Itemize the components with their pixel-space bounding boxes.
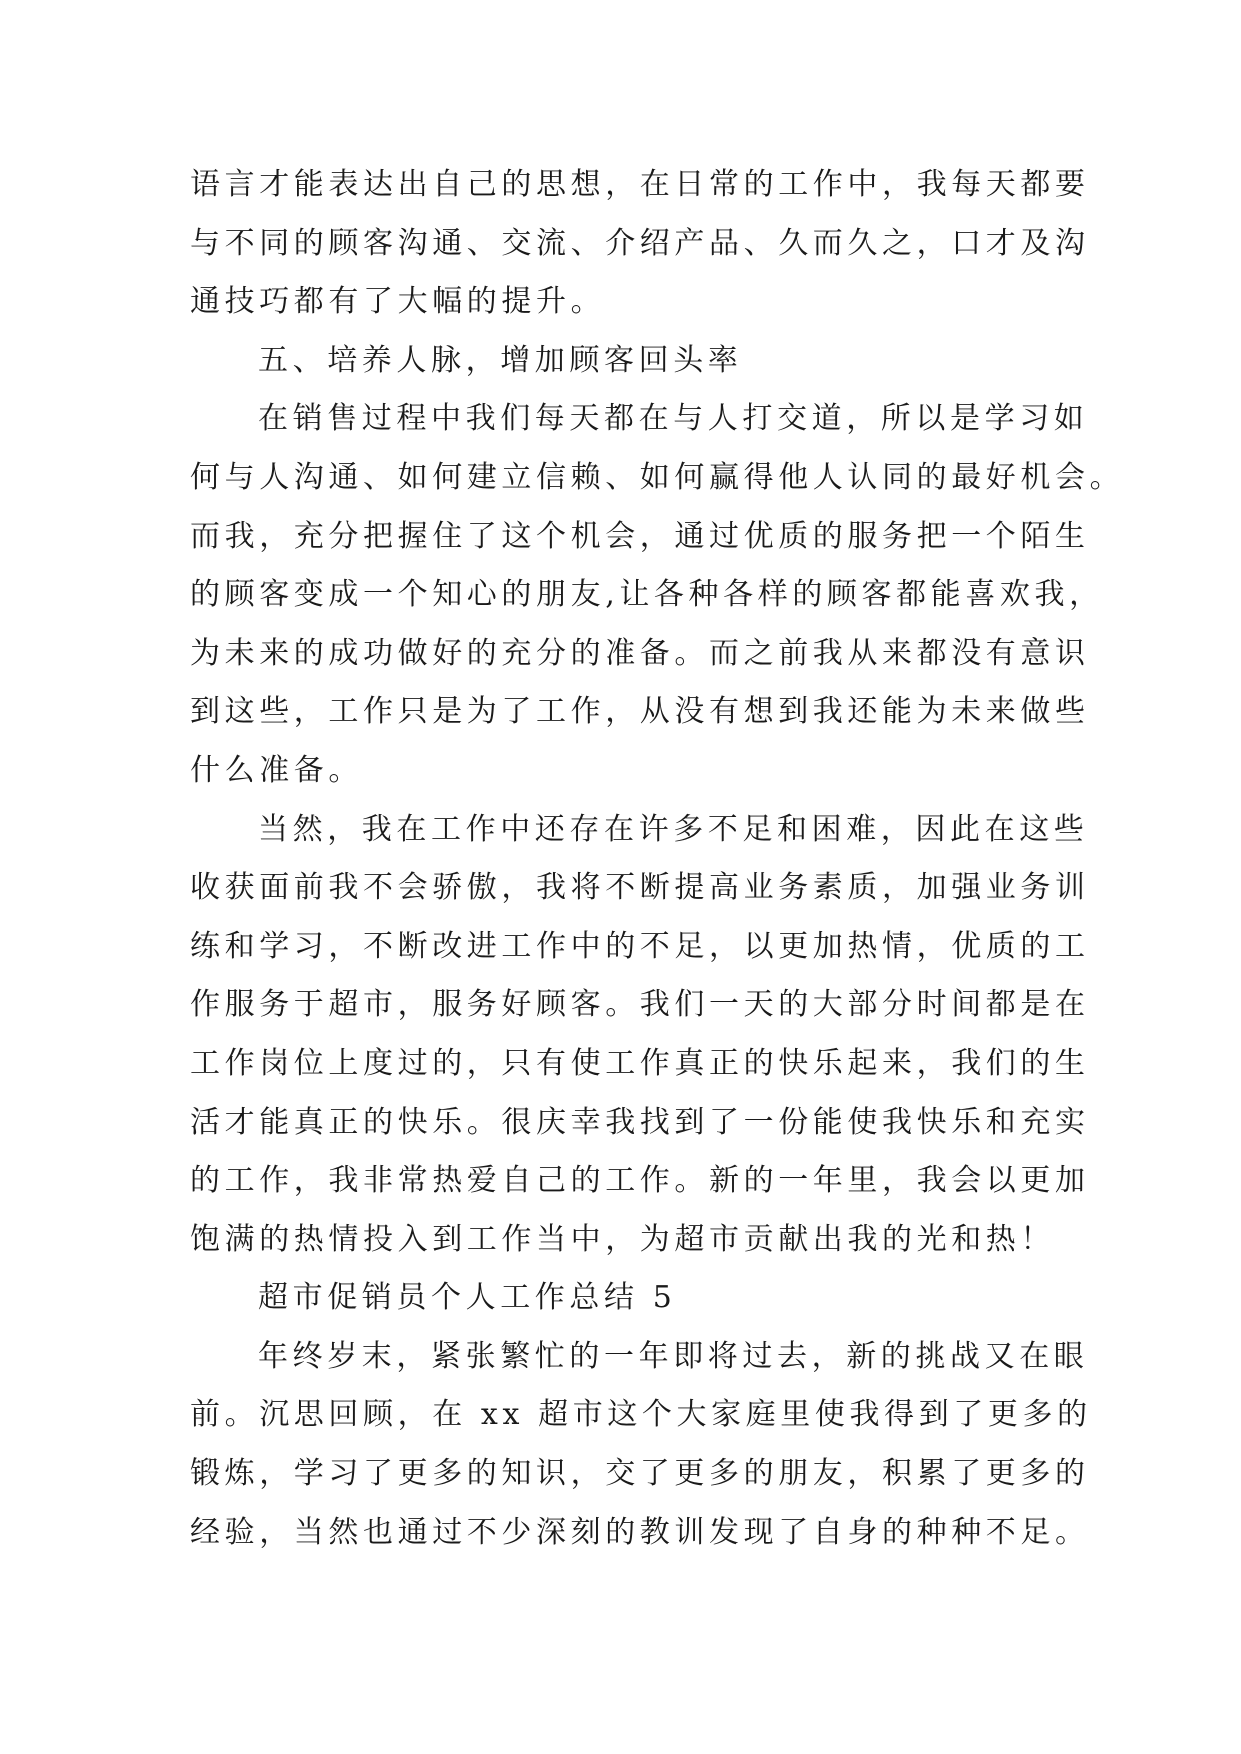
text-line: 何与人沟通、如何建立信赖、如何赢得他人认同的最好机会。: [190, 459, 1125, 495]
text-line: 工作岗位上度过的，只有使工作真正的快乐起来，我们的生: [190, 1045, 1090, 1081]
document-body: [190, 156, 1125, 1562]
text-line: 为未来的成功做好的充分的准备。而之前我从来都没有意识: [190, 635, 1090, 671]
text-line: 收获面前我不会骄傲，我将不断提高业务素质，加强业务训: [190, 870, 1090, 906]
text-line: 在销售过程中我们每天都在与人打交道，所以是学习如: [258, 401, 1089, 437]
text-line: 锻炼，学习了更多的知识，交了更多的朋友，积累了更多的: [190, 1456, 1090, 1492]
text-line: 语言才能表达出自己的思想，在日常的工作中，我每天都要: [190, 167, 1090, 202]
text-line: 前。沉思回顾，在 xx 超市这个大家庭里使我得到了更多的: [190, 1397, 1092, 1433]
text-line: 而我，充分把握住了这个机会，通过优质的服务把一个陌生: [190, 518, 1090, 554]
text-line: 经验，当然也通过不少深刻的教训发现了自身的种种不足。: [190, 1514, 1090, 1550]
text-line: 年终岁末，紧张繁忙的一年即将过去，新的挑战又在眼: [258, 1338, 1089, 1374]
text-line: 当然，我在工作中还存在许多不足和困难，因此在这些: [258, 811, 1089, 847]
text-line: 练和学习，不断改进工作中的不足，以更加热情，优质的工: [190, 928, 1090, 964]
section-heading: 超市促销员个人工作总结 5: [258, 1280, 677, 1316]
text-line: 与不同的顾客沟通、交流、介绍产品、久而久之，口才及沟: [190, 225, 1090, 261]
text-line: 的顾客变成一个知心的朋友,让各种各样的顾客都能喜欢我，: [190, 577, 1104, 613]
text-line: 到这些，工作只是为了工作，从没有想到我还能为未来做些: [190, 694, 1090, 730]
text-line: 饱满的热情投入到工作当中，为超市贡献出我的光和热！: [190, 1221, 1055, 1257]
section-heading: 五、培养人脉，增加顾客回头率: [258, 342, 743, 378]
text-line: 通技巧都有了大幅的提升。: [190, 284, 606, 320]
text-line: 的工作，我非常热爱自己的工作。新的一年里，我会以更加: [190, 1163, 1090, 1199]
text-line: 作服务于超市，服务好顾客。我们一天的大部分时间都是在: [190, 987, 1090, 1023]
text-line: 活才能真正的快乐。很庆幸我找到了一份能使我快乐和充实: [190, 1104, 1090, 1140]
text-line: 什么准备。: [190, 752, 363, 788]
